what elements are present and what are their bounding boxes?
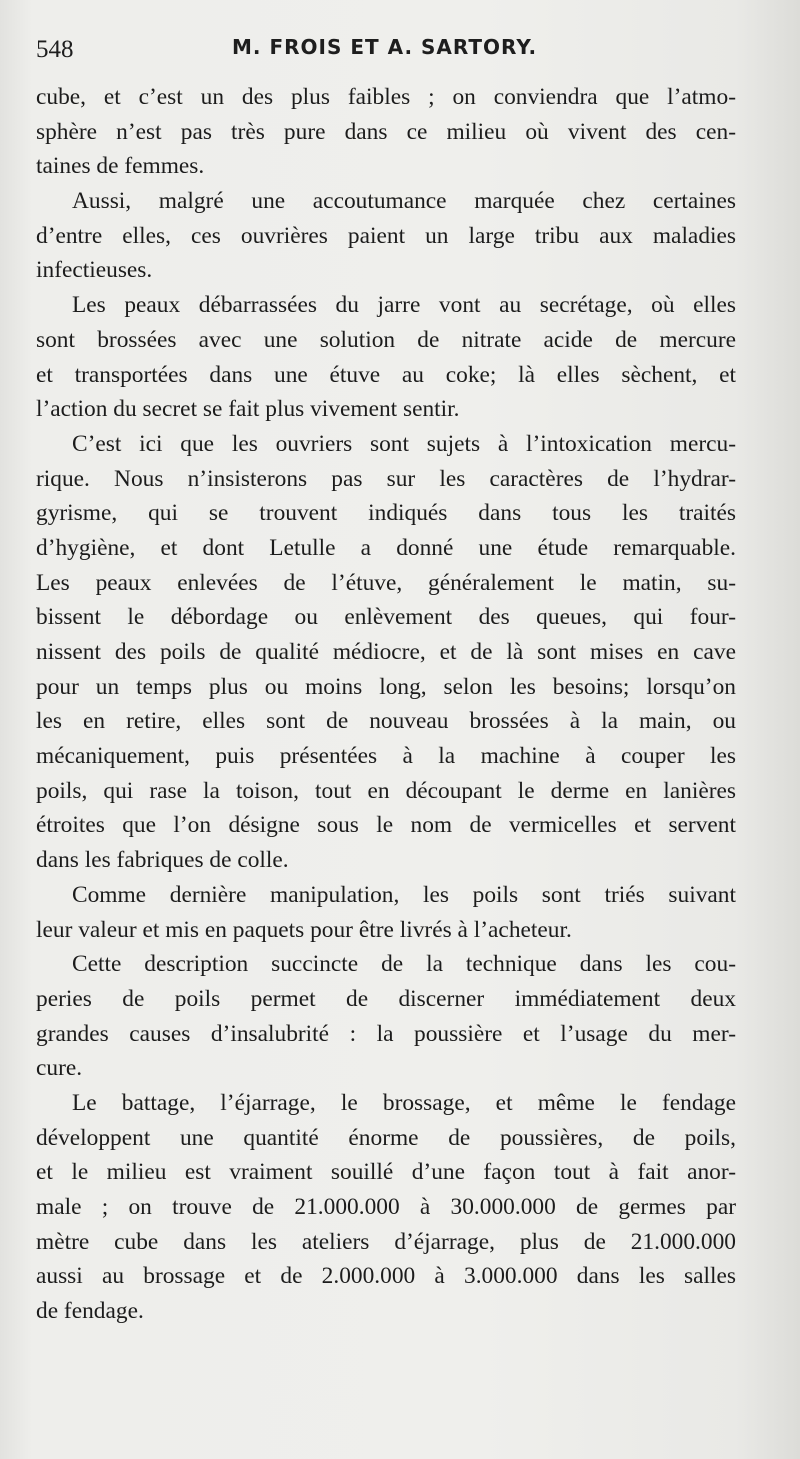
text-line: cure. [36, 1055, 83, 1082]
text-line: mètre cube dans les ateliers d’éjarrage, plus de 21.000.000 [36, 1228, 736, 1255]
text-line: Les peaux débarrassées du jarre vont au secrétage, où elles [72, 292, 736, 319]
page-header [36, 30, 736, 66]
text-line: Les peaux enlevées de l’étuve, généralement le matin, su- [36, 569, 736, 596]
text-line: les en retire, elles sont de nouveau brossées à la main, ou [36, 708, 736, 735]
text-line: dans les fabriques de colle. [36, 847, 289, 874]
running-head: M. FROIS ET A. SARTORY. [232, 35, 538, 59]
text-line: gyrisme, qui se trouvent indiqués dans tous les traités [36, 500, 736, 527]
text-line: développent une quantité énorme de poussières, de poils, [36, 1124, 736, 1151]
text-line: Comme dernière manipulation, les poils sont triés suivant [72, 881, 736, 908]
text-line: et le milieu est vraiment souillé d’une façon tout à fait anor- [36, 1159, 736, 1186]
body-text [36, 80, 736, 1329]
text-line: cube, et c’est un des plus faibles ; on conviendra que l’atmo- [36, 84, 736, 110]
text-line: bissent le débordage ou enlèvement des queues, qui four- [36, 604, 736, 631]
text-line: l’action du secret se fait plus vivement sentir. [36, 396, 460, 423]
text-line: leur valeur et mis en paquets pour être livrés à l’acheteur. [36, 916, 572, 943]
text-line: mécaniquement, puis présentées à la machine à couper les [36, 743, 736, 770]
text-line: étroites que l’on désigne sous le nom de vermicelles et servent [36, 812, 736, 839]
text-line: poils, qui rase la toison, tout en découpant le derme en lanières [36, 777, 736, 804]
text-line: peries de poils permet de discerner immédiatement deux [36, 985, 736, 1012]
text-line: C’est ici que les ouvriers sont sujets à l’intoxication mercu- [72, 430, 736, 457]
text-line: d’entre elles, ces ouvrières paient un large tribu aux maladies [36, 222, 736, 249]
text-line: Le battage, l’éjarrage, le brossage, et même le fendage [72, 1089, 736, 1116]
text-line: sphère n’est pas très pure dans ce milieu où vivent des cen- [36, 118, 736, 145]
text-line: Cette description succincte de la technique dans les cou- [72, 951, 736, 978]
text-line: aussi au brossage et de 2.000.000 à 3.000.000 dans les salles [36, 1263, 736, 1290]
text-line: et transportées dans une étuve au coke; là elles sèchent, et [36, 361, 736, 388]
text-line: taines de femmes. [36, 153, 205, 180]
text-line: de fendage. [36, 1298, 144, 1325]
text-line: male ; on trouve de 21.000.000 à 30.000.000 de germes par [36, 1194, 736, 1220]
text-line: nissent des poils de qualité médiocre, et de là sont mises en cave [36, 639, 736, 665]
text-line: rique. Nous n’insisterons pas sur les caractères de l’hydrar- [36, 465, 736, 492]
text-line: d’hygiène, et dont Letulle a donné une étude remarquable. [36, 534, 736, 561]
page-number: 548 [36, 36, 74, 63]
text-line: sont brossées avec une solution de nitrate acide de mercure [36, 326, 736, 353]
text-line: Aussi, malgré une accoutumance marquée chez certaines [72, 188, 736, 215]
text-line: grandes causes d’insalubrité : la poussière et l’usage du mer- [36, 1020, 736, 1047]
text-line: pour un temps plus ou moins long, selon les besoins; lorsqu’on [36, 673, 736, 700]
text-line: infectieuses. [36, 257, 153, 284]
